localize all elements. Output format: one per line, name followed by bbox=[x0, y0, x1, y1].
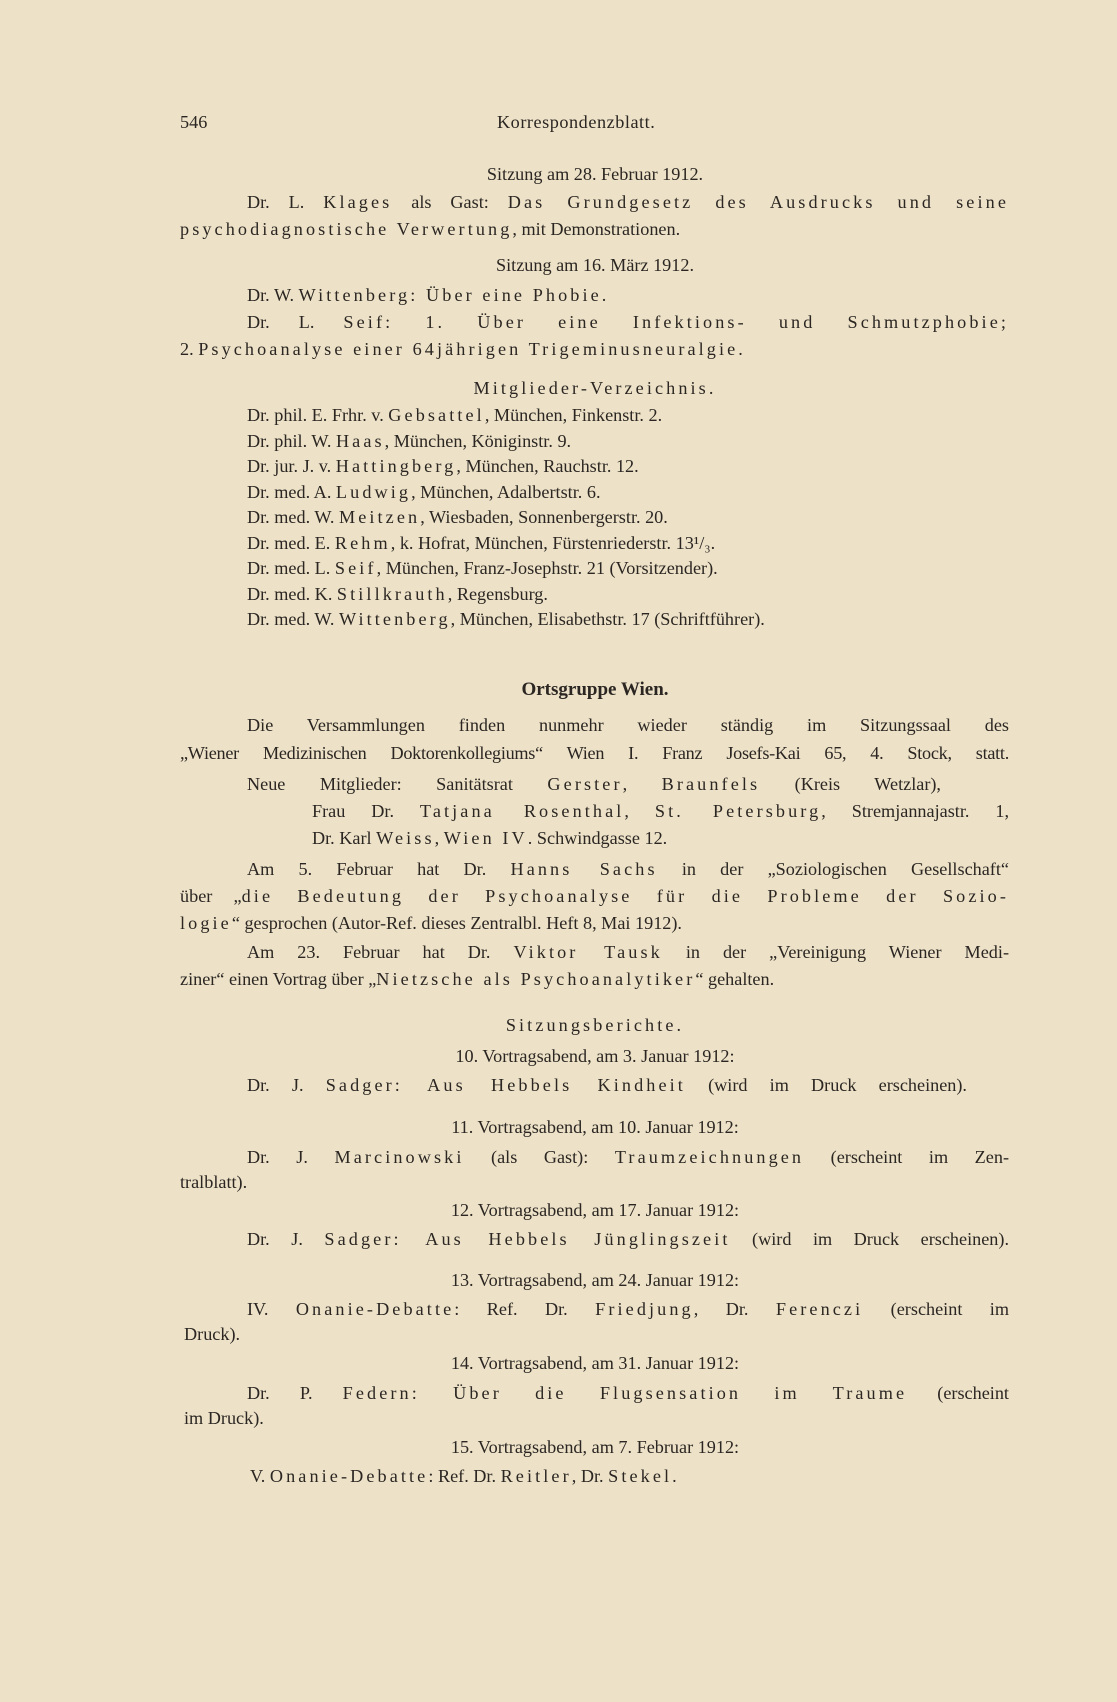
wien-p3-line-1 bbox=[247, 858, 1009, 880]
member-entry bbox=[247, 532, 715, 554]
text: , München, Adalbertstr. 6. bbox=[411, 482, 601, 502]
text: , Regensburg. bbox=[447, 584, 548, 604]
text: Dr. Karl bbox=[312, 828, 377, 848]
text: (wird im Druck erscheinen). bbox=[730, 1229, 1009, 1249]
text: . Schwindgasse 12. bbox=[527, 828, 668, 848]
text: Dr. med. W. bbox=[247, 507, 339, 527]
wien-p2-line-1 bbox=[247, 773, 941, 795]
member-entry bbox=[247, 430, 571, 452]
evening-12-line-1 bbox=[247, 1228, 1009, 1250]
place-name: St. Petersburg bbox=[654, 801, 822, 821]
text: Dr. med. A. bbox=[247, 482, 336, 502]
text: , bbox=[622, 774, 662, 794]
text: : Ref. Dr. bbox=[454, 1299, 596, 1319]
session-heading-mar16: Sitzung am 16. März 1912. bbox=[495, 255, 694, 275]
talk-title: Onanie-Debatte bbox=[295, 1299, 455, 1319]
member-entry bbox=[247, 608, 765, 630]
text: Dr. P. bbox=[247, 1383, 343, 1403]
text: in der „Vereinigung Wiener Medi- bbox=[662, 942, 1009, 962]
text: , mit Demonstrationen. bbox=[512, 219, 681, 239]
text: Frau Dr. bbox=[312, 801, 420, 821]
talk-title: Federn: Über die Flugsensation im Traume bbox=[342, 1383, 908, 1403]
member-name: Wittenberg bbox=[338, 609, 451, 629]
text: , Dr. bbox=[693, 1299, 776, 1319]
text: als Gast: bbox=[392, 192, 508, 212]
talk-title: Sadger: Aus Hebbels Jünglingszeit bbox=[324, 1229, 731, 1249]
text: (als Gast): bbox=[464, 1147, 615, 1167]
member-entry bbox=[247, 481, 601, 503]
wien-p3-line-3 bbox=[180, 912, 682, 934]
evening-15-line-1 bbox=[250, 1465, 677, 1487]
wien-p4-line-1 bbox=[247, 941, 1009, 963]
evening-10-title: 10. Vortragsabend, am 3. Januar 1912: bbox=[455, 1046, 735, 1066]
member-entry bbox=[247, 506, 668, 528]
text: : Ref. Dr. bbox=[428, 1466, 501, 1486]
session-feb28-line-1 bbox=[247, 191, 1009, 213]
text: Dr. med. E. bbox=[247, 533, 335, 553]
text: “ gehalten. bbox=[695, 969, 775, 989]
wien-p4-line-2 bbox=[180, 968, 774, 990]
talk-title: Wittenberg: Über eine Phobie. bbox=[298, 285, 610, 305]
wien-p1-line-1: Die Versammlungen finden nunmehr wieder ständig im Sitzungssaal des bbox=[247, 715, 1009, 735]
text: , bbox=[434, 828, 444, 848]
person-name: Tatjana Rosenthal bbox=[419, 801, 625, 821]
text: Dr. J. bbox=[247, 1229, 325, 1249]
person-name: Reitler bbox=[500, 1466, 572, 1486]
member-name: Meitzen bbox=[338, 507, 421, 527]
text: , k. Hofrat, München, Fürstenriederstr. 13¹/₃. bbox=[390, 533, 716, 553]
talk-title: logie bbox=[180, 913, 232, 933]
text: , München, Elisabethstr. 17 (Schriftführer). bbox=[450, 609, 765, 629]
talk-title: Das Grundgesetz des Ausdrucks und seine bbox=[507, 192, 1009, 212]
person-name: Hanns Sachs bbox=[510, 859, 658, 879]
talk-title: Seif: 1. Über eine Infektions- und Schmutzphobie; bbox=[343, 312, 1010, 332]
text: Dr. med. W. bbox=[247, 609, 339, 629]
text: “ gesprochen (Autor-Ref. dieses Zentralbl. Heft 8, Mai 1912). bbox=[231, 913, 682, 933]
member-name: Hattingberg bbox=[335, 456, 457, 476]
evening-14-line-2: im Druck). bbox=[184, 1408, 264, 1428]
evening-10-line-1 bbox=[247, 1074, 967, 1096]
talk-title: Onanie-Debatte bbox=[269, 1466, 429, 1486]
text: (erscheint im bbox=[863, 1299, 1010, 1319]
place-name: Braunfels bbox=[661, 774, 761, 794]
text: Dr. med. L. bbox=[247, 558, 335, 578]
evening-12-title: 12. Vortragsabend, am 17. Januar 1912: bbox=[450, 1200, 740, 1220]
text: , Dr. bbox=[571, 1466, 609, 1486]
text: , München, Franz-Josephstr. 21 (Vorsitzender). bbox=[376, 558, 718, 578]
talk-title: psychodiagnostische Verwertung bbox=[180, 219, 513, 239]
text: , bbox=[624, 801, 655, 821]
talk-title: die Bedeutung der Psychoanalyse für die Probleme der Sozio- bbox=[241, 886, 1009, 906]
place-name: Wien IV bbox=[443, 828, 528, 848]
text: Am 23. Februar hat Dr. bbox=[247, 942, 514, 962]
text: V. bbox=[250, 1466, 270, 1486]
talk-title: Sadger: Aus Hebbels Kindheit bbox=[325, 1075, 686, 1095]
text: Dr. W. bbox=[247, 285, 299, 305]
text: (erscheint im Zen- bbox=[804, 1147, 1009, 1167]
text: (erscheint bbox=[907, 1383, 1009, 1403]
person-name: Ferenczi bbox=[775, 1299, 864, 1319]
session-feb28-line-2 bbox=[180, 218, 680, 240]
text: Dr. med. K. bbox=[247, 584, 337, 604]
evening-15-title: 15. Vortragsabend, am 7. Februar 1912: bbox=[450, 1437, 740, 1457]
text: (Kreis Wetzlar), bbox=[760, 774, 941, 794]
wien-p2-line-2 bbox=[312, 800, 1009, 822]
text: , Wiesbaden, Sonnenbergerstr. 20. bbox=[420, 507, 668, 527]
person-name: Friedjung bbox=[595, 1299, 694, 1319]
member-entry bbox=[247, 455, 639, 477]
session-mar16-line-3 bbox=[180, 338, 746, 360]
member-name: Stillkrauth bbox=[336, 584, 448, 604]
text: Dr. phil. E. Frhr. v. bbox=[247, 405, 389, 425]
evening-11-line-1 bbox=[247, 1146, 1009, 1168]
person-name: Stekel bbox=[608, 1466, 673, 1486]
text: , Stremjannajastr. 1, bbox=[821, 801, 1009, 821]
evening-14-title: 14. Vortragsabend, am 31. Januar 1912: bbox=[450, 1353, 740, 1373]
text: Dr. jur. J. v. bbox=[247, 456, 336, 476]
reports-heading: Sitzungsberichte. bbox=[505, 1015, 685, 1035]
text: 2. bbox=[180, 339, 199, 359]
evening-13-line-1 bbox=[247, 1298, 1009, 1320]
text: . bbox=[672, 1466, 677, 1486]
person-name: Viktor Tausk bbox=[513, 942, 663, 962]
text: Am 5. Februar hat Dr. bbox=[247, 859, 511, 879]
member-name: Rehm bbox=[334, 533, 391, 553]
member-entry bbox=[247, 583, 548, 605]
text: (wird im Druck erscheinen). bbox=[685, 1075, 967, 1095]
member-entry bbox=[247, 404, 662, 426]
session-heading-feb28: Sitzung am 28. Februar 1912. bbox=[486, 164, 704, 184]
evening-13-title: 13. Vortragsabend, am 24. Januar 1912: bbox=[450, 1270, 740, 1290]
member-name: Haas bbox=[335, 431, 385, 451]
evening-11-title: 11. Vortragsabend, am 10. Januar 1912: bbox=[451, 1117, 739, 1137]
text: über „ bbox=[180, 886, 242, 906]
wien-p1-line-2: „Wiener Medizinischen Doktorenkollegiums“ Wien I. Franz Josefs-Kai 65, 4. Stock, statt. bbox=[180, 743, 1009, 763]
text: , München, Rauchstr. 12. bbox=[456, 456, 639, 476]
speaker-name: Klages bbox=[323, 192, 393, 212]
text: Dr. J. bbox=[247, 1147, 335, 1167]
session-mar16-line-1 bbox=[247, 284, 609, 306]
person-name: Marcinowski bbox=[334, 1147, 465, 1167]
running-title: Korrespondenzblatt. bbox=[497, 112, 656, 132]
text: Dr. L. bbox=[247, 192, 324, 212]
session-mar16-line-2 bbox=[247, 311, 1009, 333]
person-name: Gerster bbox=[547, 774, 623, 794]
text: Neue Mitglieder: Sanitätsrat bbox=[247, 774, 548, 794]
members-heading: Mitglieder-Verzeichnis. bbox=[473, 378, 717, 398]
wien-p2-line-3 bbox=[312, 827, 667, 849]
text: ziner“ einen Vortrag über „ bbox=[180, 969, 377, 989]
member-entry bbox=[247, 557, 718, 579]
talk-title: Psychoanalyse einer 64jährigen Trigeminusneuralgie. bbox=[198, 339, 746, 359]
text: , München, Finkenstr. 2. bbox=[484, 405, 663, 425]
section-heading-wien: Ortsgruppe Wien. bbox=[521, 679, 669, 700]
text: Dr. L. bbox=[247, 312, 344, 332]
member-name: Seif bbox=[334, 558, 377, 578]
talk-title: Nietzsche als Psychoanalytiker bbox=[376, 969, 696, 989]
page-number: 546 bbox=[180, 112, 208, 132]
member-name: Ludwig bbox=[335, 482, 412, 502]
member-name: Gebsattel bbox=[388, 405, 485, 425]
person-name: Weiss bbox=[376, 828, 435, 848]
text: in der „Soziologischen Gesellschaft“ bbox=[657, 859, 1009, 879]
wien-p3-line-2 bbox=[180, 885, 1009, 907]
text: IV. bbox=[247, 1299, 296, 1319]
evening-14-line-1 bbox=[247, 1382, 1009, 1404]
evening-13-line-2: Druck). bbox=[184, 1324, 241, 1344]
text: , München, Königinstr. 9. bbox=[384, 431, 572, 451]
evening-11-line-2: tralblatt). bbox=[180, 1172, 248, 1192]
text: Dr. phil. W. bbox=[247, 431, 336, 451]
talk-title: Traumzeichnungen bbox=[614, 1147, 805, 1167]
text: Dr. J. bbox=[247, 1075, 326, 1095]
